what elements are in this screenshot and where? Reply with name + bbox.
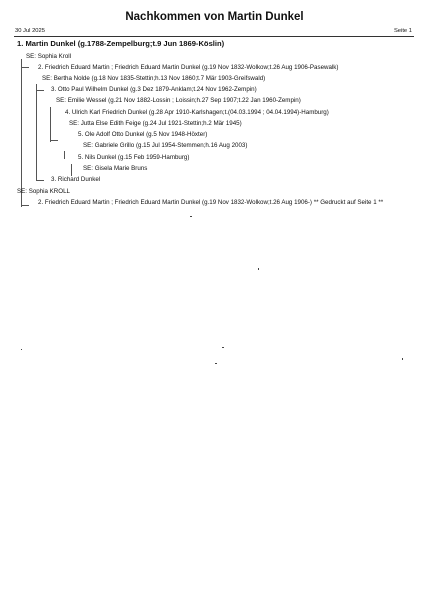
connector-vertical-level4 xyxy=(64,151,65,159)
page-title: Nachkommen von Martin Dunkel xyxy=(125,11,304,23)
tree-entry-spouse-bertha: SE: Bertha Nolde (g.18 Nov 1835-Stettin;h.13 Nov 1860;t.7 Mär 1903-Greifswald) xyxy=(42,75,266,82)
connector-horizontal-ulrich xyxy=(50,140,58,141)
connector-horizontal-otto xyxy=(36,90,44,91)
connector-horizontal-richard xyxy=(36,180,44,181)
connector-vertical-level3 xyxy=(50,107,51,142)
scan-speck xyxy=(222,347,224,348)
scan-speck xyxy=(258,268,259,270)
scan-speck xyxy=(190,216,192,217)
tree-entry-otto: 3. Otto Paul Wilhelm Dunkel (g.3 Dez 1879-Anklam;t.24 Nov 1962-Zempin) xyxy=(51,86,257,93)
tree-entry-nils: 5. Nils Dunkel (g.15 Feb 1959-Hamburg) xyxy=(78,154,190,161)
page-number: Seite 1 xyxy=(393,28,412,34)
tree-entry-spouse-gisela: SE: Gisela Marie Bruns xyxy=(83,165,148,172)
tree-entry-ole: 5. Ole Adolf Otto Dunkel (g.5 Nov 1948-Höxter) xyxy=(78,131,208,138)
tree-entry-spouse-sophia-kroll: SE: Sophia Kroll xyxy=(26,53,72,60)
tree-entry-root: 1. Martin Dunkel (g.1788-Zempelburg;t.9 Jun 1869-Köslin) xyxy=(17,39,225,48)
connector-vertical-level2 xyxy=(36,84,37,181)
tree-entry-spouse-gabriele: SE: Gabriele Grillo (g.15 Jul 1954-Stemmen;h.16 Aug 2003) xyxy=(83,142,248,149)
tree-entry-spouse-sophia-kroll-2: SE: Sophia KROLL xyxy=(17,188,70,195)
scan-speck xyxy=(215,363,217,364)
tree-entry-spouse-emilie: SE: Emilie Wessel (g.21 Nov 1882-Lossin ; Loissin;h.27 Sep 1907;t.22 Jan 1960-Zempin) xyxy=(56,97,301,104)
print-date: 30 Jul 2025 xyxy=(15,28,45,34)
tree-entry-friedrich: 2. Friedrich Eduard Martin ; Friedrich Eduard Martin Dunkel (g.19 Nov 1832-Wolkow;t.26 Aug 1906-Pasewalk) xyxy=(38,64,339,71)
tree-entry-spouse-jutta: SE: Jutta Else Edith Feige (g.24 Jul 1921-Stettin;h.2 Mär 1945) xyxy=(69,120,242,127)
tree-entry-richard: 3. Richard Dunkel xyxy=(51,176,101,183)
connector-horizontal-friedrich-ref xyxy=(21,205,29,206)
header-rule xyxy=(14,36,414,37)
connector-vertical-level1 xyxy=(21,59,22,207)
scan-speck xyxy=(402,358,403,360)
connector-horizontal-friedrich xyxy=(21,67,29,68)
connector-vertical-level5 xyxy=(71,164,72,176)
scan-speck xyxy=(21,349,22,350)
tree-entry-friedrich-reference: 2. Friedrich Eduard Martin ; Friedrich Eduard Martin Dunkel (g.19 Nov 1832-Wolkow;t.26 Aug 1906-) ** Gedruckt auf Seite 1 ** xyxy=(38,199,384,206)
tree-entry-ulrich: 4. Ulrich Karl Friedrich Dunkel (g.28 Apr 1910-Karlshagen;t.(04.03.1994 ; 04.04.1994)-Hamburg) xyxy=(65,109,329,116)
